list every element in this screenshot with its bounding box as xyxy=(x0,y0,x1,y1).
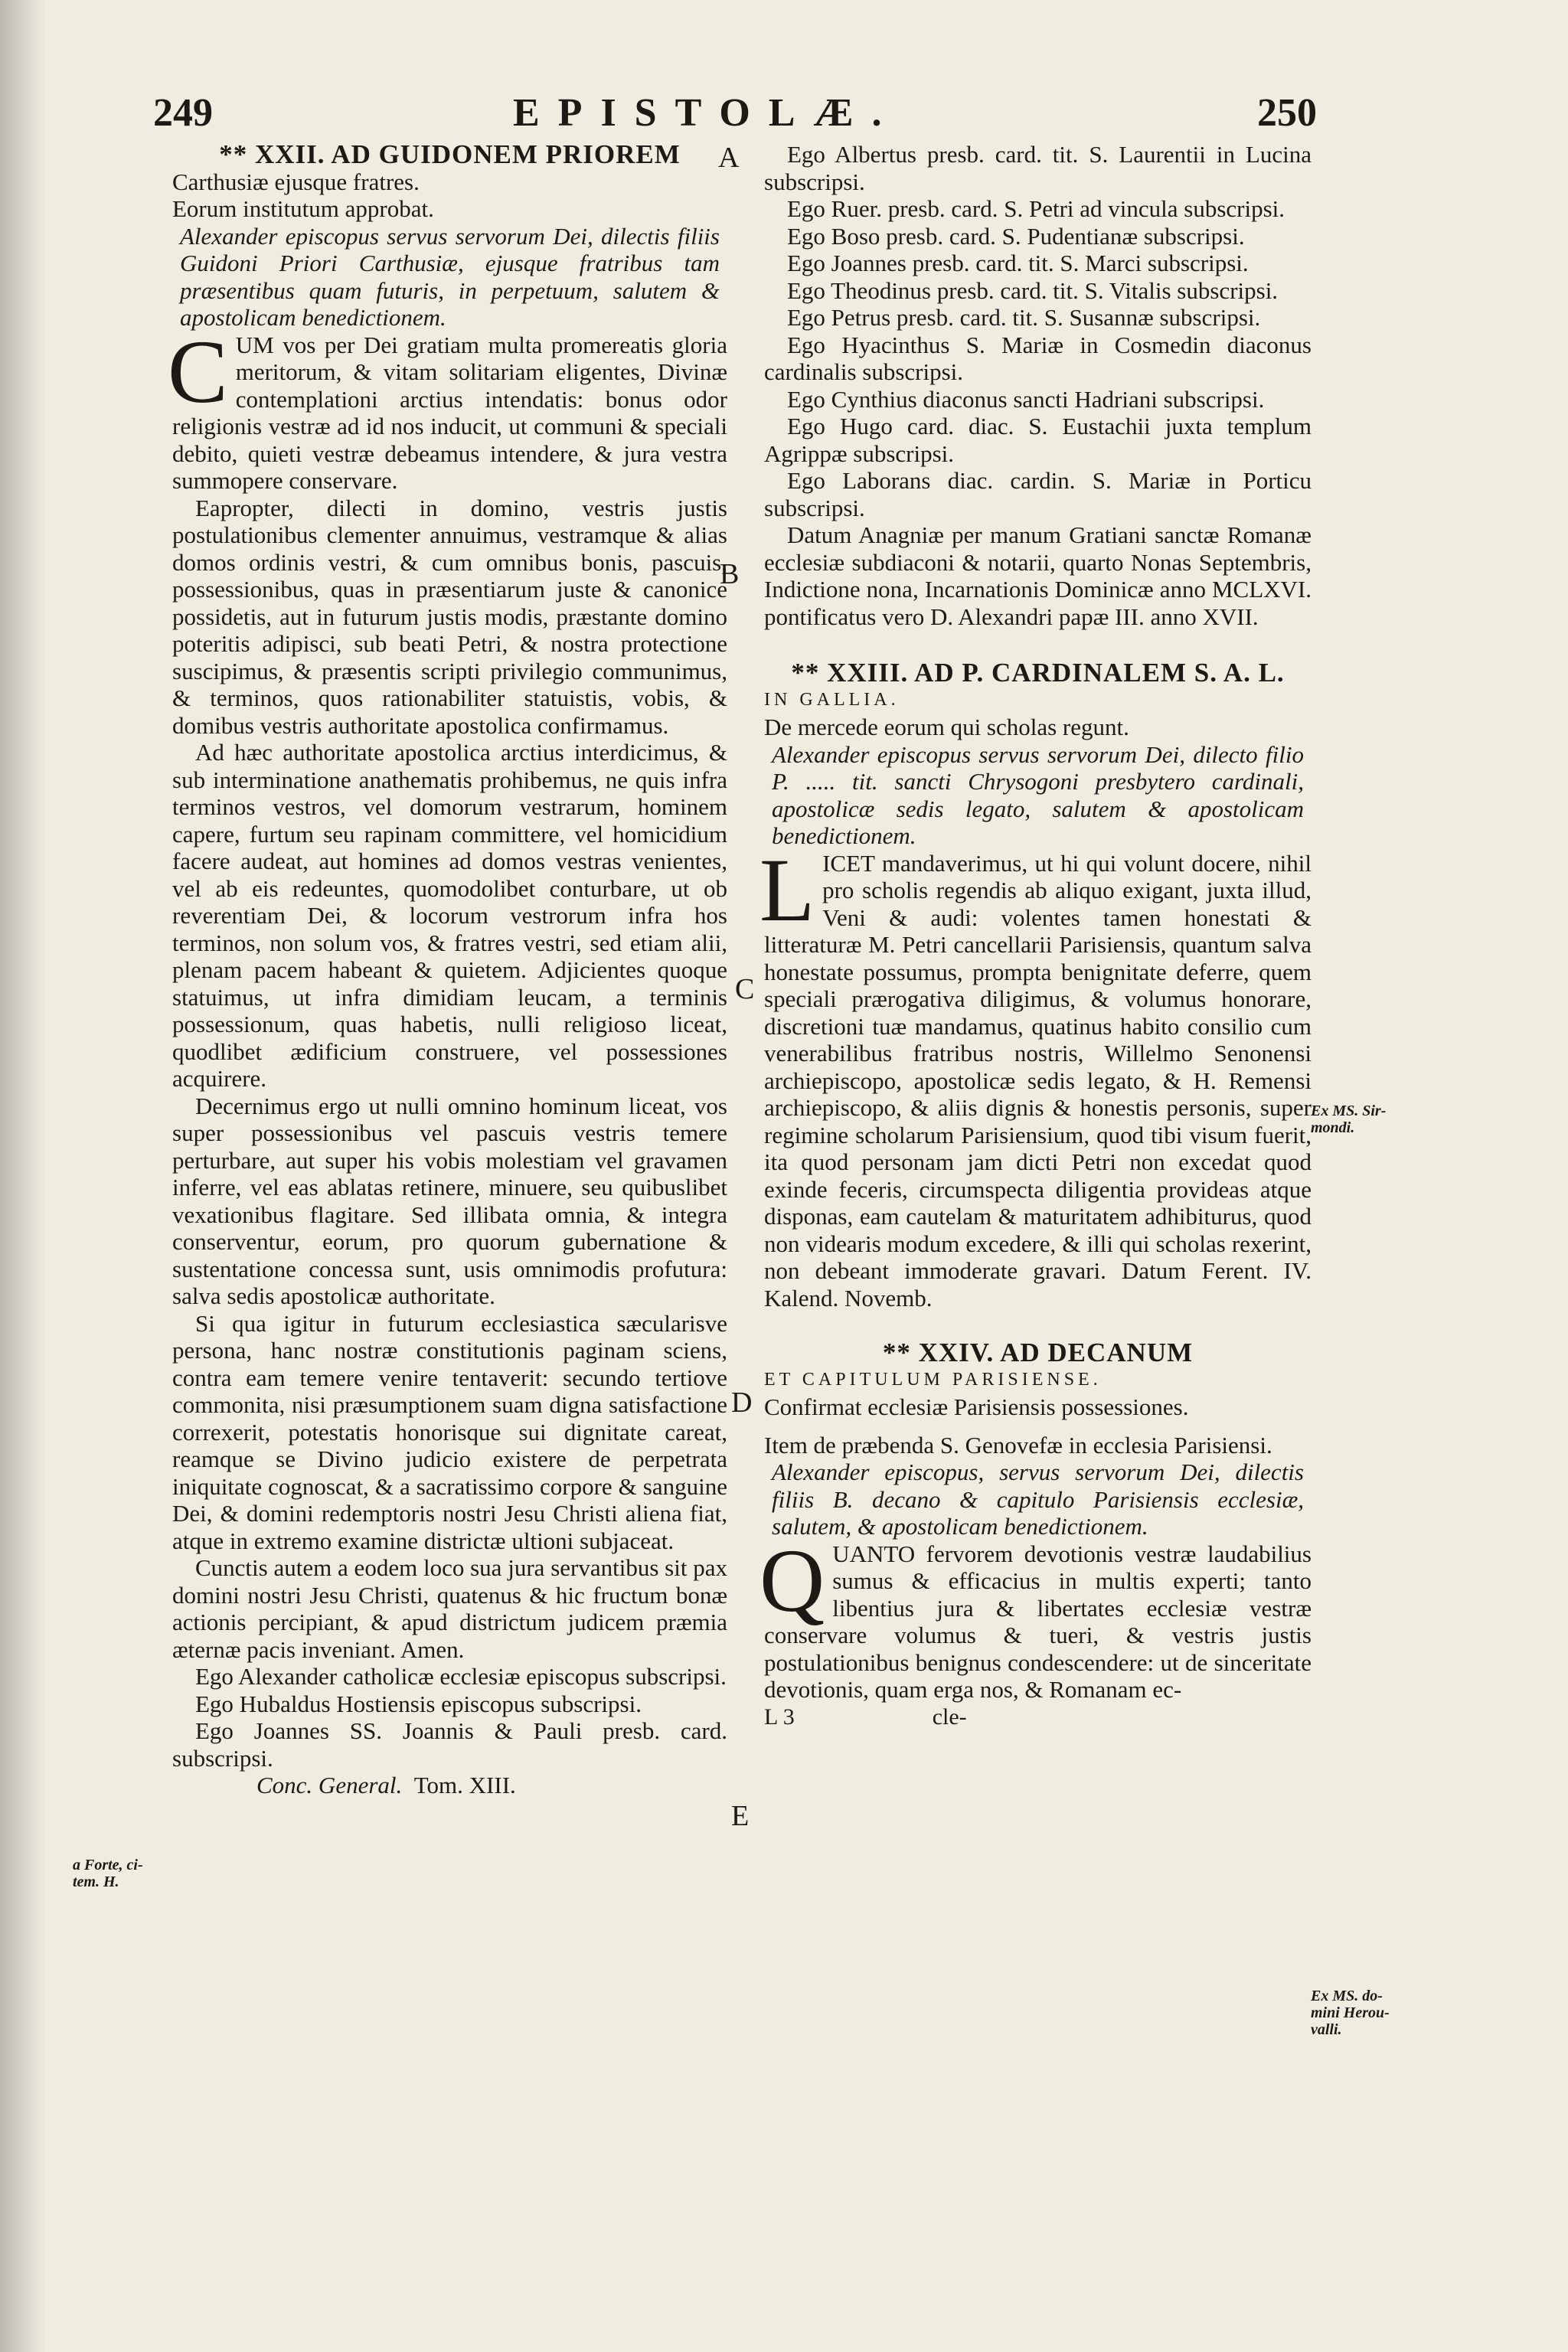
letter-22-paragraph-6: Cunctis autem a eodem loco sua jura servantibus sit pax domini nostri Jesu Christi, quatenus & hic fructum bonæ actionis percipiant, & apud districtum judicem præmia æternæ pacis inveniant. Amen. xyxy=(172,1554,727,1663)
subscription-line: Ego Petrus presb. card. tit. S. Susannæ subscripsi. xyxy=(787,304,1261,331)
subscription-line: Ego Joannes presb. card. tit. S. Marci subscripsi. xyxy=(787,250,1249,276)
drop-cap-q: Q xyxy=(760,1530,825,1631)
margin-note-herouvalli: Ex MS. do- mini Herou- valli. xyxy=(1311,1988,1390,2038)
signature-line: Ego Joannes SS. Joannis & Pauli presb. card. subscripsi. xyxy=(172,1717,727,1772)
page-edge-shadow xyxy=(0,0,46,2352)
catchword: cle- xyxy=(932,1704,967,1730)
letter-24-text: QUANTO fervorem devotionis vestræ laudabilius sumus & efficacius in multis experti; tanto libentius jura & libertates ecclesiæ vestræ conservare volumus & tueri, & vestris justis postulationibus benignus condescendere: ut de sinceritate devotionis, quam erga nos, & Romanam ec- xyxy=(760,1530,1312,1703)
subscription-line: Ego Theodinus presb. card. tit. S. Vitalis subscripsi. xyxy=(787,276,1279,304)
left-column xyxy=(168,139,727,1799)
subscription-line: Ego Boso presb. card. S. Pudentianæ subscripsi. xyxy=(787,222,1245,250)
letter-24-summary-2: Item de præbenda S. Genovefæ in ecclesia Parisiensi. xyxy=(764,1431,1272,1459)
letter-23-summary: De mercede eorum qui scholas regunt. xyxy=(764,714,1129,740)
letter-22-paragraph-2: Eapropter, dilecti in domino, vestris justis postulationibus clementer annuimus, vestramque & alias domos ordinis vestri, & cum omnibus bonis, pascuis, possessionibus, quas in præsentiarum juste & canonice possidetis, aut in futurum justis modis, præstante domino poteritis adipisci, sub beati Petri, & nostra protectione suscipimus, & præsentis scripti privilegio communimus, & terminos, quos rationabiliter statuistis, vobis, & domibus vestris authoritate apostolica confirmamus. xyxy=(172,494,727,739)
page-footer xyxy=(764,1704,1312,1731)
letter-23-subtitle: IN GALLIA. xyxy=(764,689,900,710)
letter-24-subtitle: ET CAPITULUM PARISIENSE. xyxy=(764,1369,1102,1390)
subscription-line: Ego Ruer. presb. card. S. Petri ad vincula subscripsi. xyxy=(787,195,1285,222)
subscription-line: Ego Hyacinthus S. Mariæ in Cosmedin diaconus cardinalis subscripsi. xyxy=(764,331,1312,385)
page-number-right: 250 xyxy=(1257,91,1317,135)
letter-22-paragraph-5: Si qua igitur in futurum ecclesiastica sæcularisve persona, hanc nostræ constitutionis paginam sciens, contra eam temere venire tentaverit: secundo tertiove commonita, nisi præsumptionem suam digna satisfactione correxerit, potestatis honorisque sui dignitate careat, reamque se Divino judicio existere de perpetrata iniquitate cognoscat, & a sacratissimo corpore & sanguine Dei, & domini redemptoris nostri Jesu Christi aliena fiat, atque in extremo examine districtæ ultioni subjaceat. xyxy=(172,1309,727,1554)
datum-paragraph: Datum Anagniæ per manum Gratiani sanctæ Romanæ ecclesiæ subdiaconi & notarii, quarto Nonas Septembris, Indictione nona, Incarnationis Dominicæ anno MCLXVI. pontificatus vero D. Alexandri papæ III. anno XVII. xyxy=(764,521,1312,630)
printer-signature-line xyxy=(172,1772,727,1799)
subscription-line: Ego Cynthius diaconus sancti Hadriani subscripsi. xyxy=(787,385,1265,413)
margin-note-sirmondi: Ex MS. Sir- mondi. xyxy=(1311,1102,1387,1136)
subscription-list xyxy=(764,141,1312,521)
margin-letter-e: E xyxy=(731,1800,750,1832)
signature-line: Ego Hubaldus Hostiensis episcopus subscripsi. xyxy=(195,1690,642,1717)
margin-letter-b: B xyxy=(720,558,740,590)
signature-mark: L 3 xyxy=(764,1704,795,1730)
letter-23-text: LICET mandaverimus, ut hi qui volunt docere, nihil pro scholis regendis ab aliquo exigant, juxta illud, Veni & audi: volentes tamen honestati & litteraturæ M. Petri cancellarii Parisiensis, quantum salva honestate possumus, prompta benignitate deferre, quem speciali prærogativa diligimus, & volumus honorare, discretioni tuæ mandamus, quatinus habito consilio cum venerabilibus fratribus nostris, Willelmo Senonensi archiepiscopo, apostolicæ sedis legato, & H. Remensi archiepiscopo, & aliis dignis & honestis personis, super regimine scholarum Parisiensium, quod tibi visum fuerit, ita quod personam jam dicti Petri non excedat quod exinde feceris, circumspecta diligentia provideas atque disponas, eam cautelam & maturitatem adhibiturus, quod non videaris modum excedere, & illi qui scholas rexerint, non debeant immoderate gravari. Datum Ferent. IV. Kalend. Novemb. xyxy=(760,839,1312,1312)
letter-22-summary: Eorum institutum approbat. xyxy=(172,195,434,222)
letter-22-paragraph-4: Decernimus ergo ut nulli omnino hominum liceat, vos super possessionibus vel pascuis vestris temere perturbare, aut super his vobis molestiam vel gravamen inferre, vel eas ablatas retinere, minuere, seu quibuslibet vexationibus flagitare. Sed illibata omnia, & integra conserventur, eorum, pro quorum gubernatione & sustentatione concessa sunt, usis omnimodis profutura: salva sedis apostolicæ authoritate. xyxy=(172,1092,727,1309)
page-number-left: 249 xyxy=(153,91,213,135)
letter-22-subtitle: Carthusiæ ejusque fratres. xyxy=(172,168,420,195)
margin-note-forte: a Forte, ci- tem. H. xyxy=(73,1857,143,1890)
letter-22-title: ** XXII. AD GUIDONEM PRIOREM xyxy=(219,139,681,169)
letter-22-salutation: Alexander episcopus servus servorum Dei, dilectis filiis Guidoni Priori Carthusiæ, ejusque fratribus tam præsentibus quam futuris, in perpetuum, salutem & apostolicam benedictionem. xyxy=(180,222,720,331)
margin-letter-a: A xyxy=(718,142,740,174)
margin-letter-d: D xyxy=(731,1387,753,1419)
letter-24-summary-1: Confirmat ecclesiæ Parisiensis possessiones. xyxy=(764,1393,1189,1420)
signature-volume: Tom. XIII. xyxy=(413,1772,516,1798)
right-column xyxy=(760,141,1312,1730)
letter-22-paragraph-1: CUM vos per Dei gratiam multa promereatis gloria meritorum, & vitam solitariam eligentes, Divinæ contemplationi arctius intendatis: bonus odor religionis vestræ ad id nos inducit, ut communi & speciali debito, quieti vestræ debeamus intendere, & jura vestra summopere conservare. xyxy=(168,321,727,494)
letter-24-title: ** XXIV. AD DECANUM xyxy=(882,1338,1194,1367)
letter-23-title: ** XXIII. AD P. CARDINALEM S. A. L. xyxy=(791,658,1285,688)
margin-letter-c: C xyxy=(735,973,755,1005)
subscription-line: Ego Albertus presb. card. tit. S. Laurentii in Lucina subscripsi. xyxy=(764,141,1312,195)
subscription-line: Ego Hugo card. diac. S. Eustachii juxta templum Agrippæ subscripsi. xyxy=(764,413,1312,467)
running-header xyxy=(153,90,1317,136)
letter-23-salutation: Alexander episcopus servus servorum Dei, dilecto filio P. ..... tit. sancti Chrysogoni presbytero cardinali, apostolicæ sedis legato, salutem & apostolicam benedictionem. xyxy=(772,740,1304,849)
running-title: EPISTOLÆ. xyxy=(513,91,900,135)
drop-cap-l: L xyxy=(760,839,815,940)
subscription-line: Ego Laborans diac. cardin. S. Mariæ in Porticu subscripsi. xyxy=(764,467,1312,521)
drop-cap-c: C xyxy=(168,321,228,422)
letter-24-salutation: Alexander episcopus, servus servorum Dei, dilectis filiis B. decano & capitulo Parisiensis ecclesiæ, salutem, & apostolicam benedictionem. xyxy=(772,1459,1304,1540)
signature-collection: Conc. General. xyxy=(256,1772,403,1798)
signature-line: Ego Alexander catholicæ ecclesiæ episcopus subscripsi. xyxy=(195,1663,727,1690)
letter-22-paragraph-3: Ad hæc authoritate apostolica arctius interdicimus, & sub interminatione anathematis prohibemus, ne quis infra terminos vestros, vel domorum vestrarum, hominem capere, furtum seu rapinam committere, vel homicidium facere audeat, aut homines ad domos vestras venientes, vel ab eis redeuntes, quomodolibet conturbare, ut ob reverentiam Dei, & locorum vestrorum infra hos terminos, non solum vos, & fratres vestri, sed etiam alii, plenam pacem habeant & quietem. Adjicientes quoque statuimus, ut infra dimidiam leucam, a terminis possessionum, quas habetis, nulli religioso liceat, quodlibet ædificium construere, vel possessiones acquirere. xyxy=(172,739,727,1092)
